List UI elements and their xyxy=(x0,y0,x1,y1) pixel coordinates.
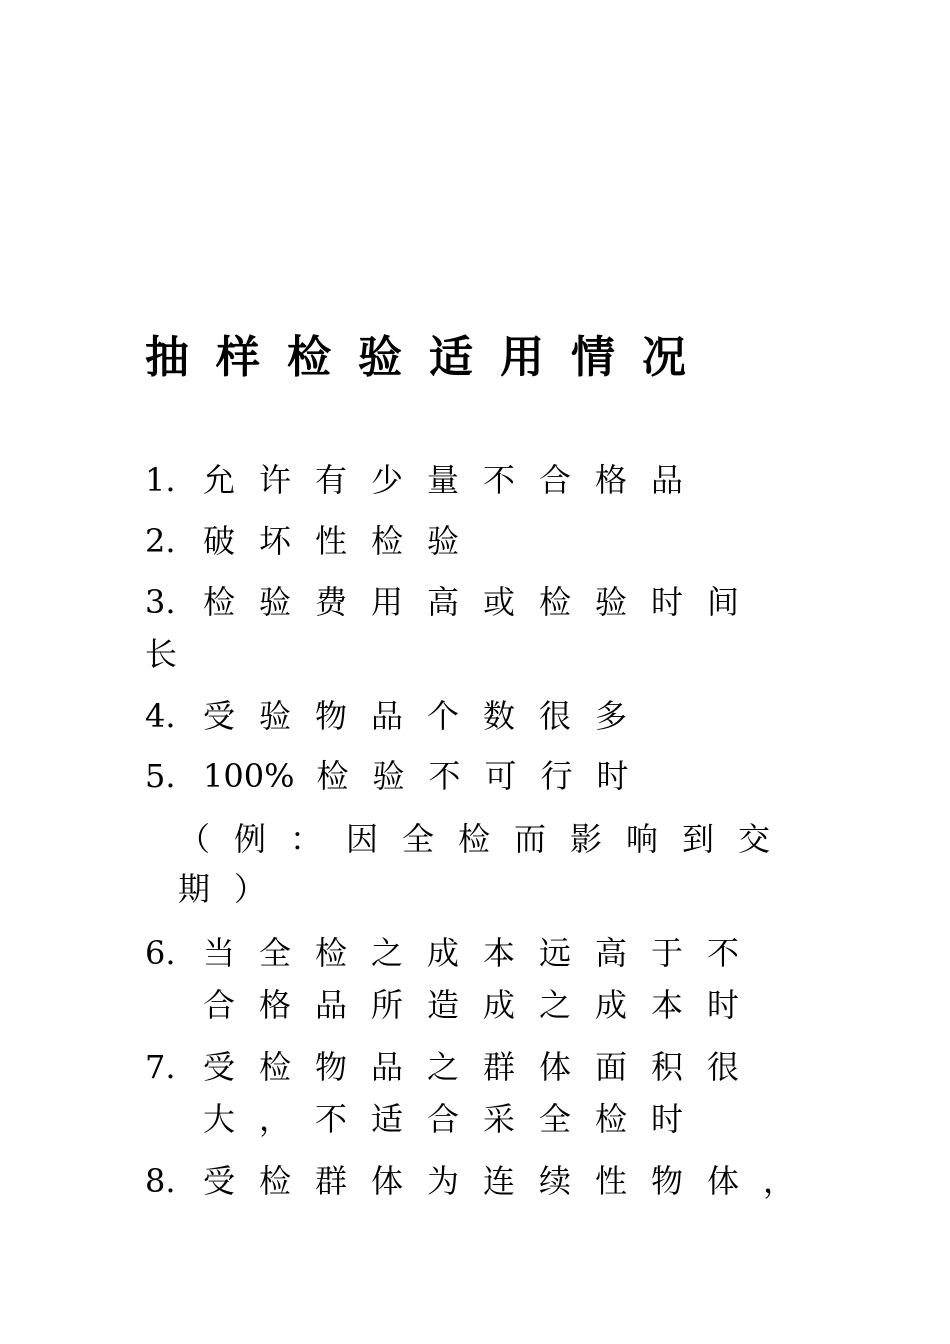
item-text: 检验不可行时 xyxy=(316,757,653,795)
list-item-continuation: 长 xyxy=(145,635,202,673)
item-note: 期） xyxy=(178,870,291,908)
list-item-continuation: 合格品所造成之成本时 xyxy=(203,986,764,1024)
item-text: 受检群体为连续性物体， xyxy=(203,1162,820,1200)
item-number: 1. xyxy=(145,461,176,499)
item-text: 受验物品个数很多 xyxy=(203,697,652,735)
list-item xyxy=(145,1161,819,1201)
item-text: 当全检之成本远高于不 xyxy=(203,934,764,972)
item-number: 2. xyxy=(145,522,176,560)
list-item xyxy=(145,582,763,622)
item-text: 允许有少量不合格品 xyxy=(203,461,708,499)
item-number: 6. xyxy=(145,934,176,972)
item-number: 5. xyxy=(145,757,176,795)
item-number: 4. xyxy=(145,697,176,735)
item-text: 受检物品之群体面积很 xyxy=(203,1048,764,1086)
item-number: 7. xyxy=(145,1048,176,1086)
item-text: 破坏性检验 xyxy=(203,522,484,560)
list-item xyxy=(145,933,763,973)
item-text: 检验费用高或检验时间 xyxy=(203,583,764,621)
item-note: （例：因全检而影响到交 xyxy=(178,820,795,858)
list-item xyxy=(145,521,483,561)
list-item xyxy=(145,756,653,796)
list-item xyxy=(145,460,707,500)
item-number: 3. xyxy=(145,583,176,621)
item-number: 8. xyxy=(145,1162,176,1200)
list-item xyxy=(145,1047,763,1087)
item-percent: 100% xyxy=(203,757,295,795)
list-item-continuation: 大，不适合采全检时 xyxy=(203,1100,708,1138)
document-title: 抽样检验适用情况 xyxy=(145,332,713,383)
list-item xyxy=(145,696,651,736)
